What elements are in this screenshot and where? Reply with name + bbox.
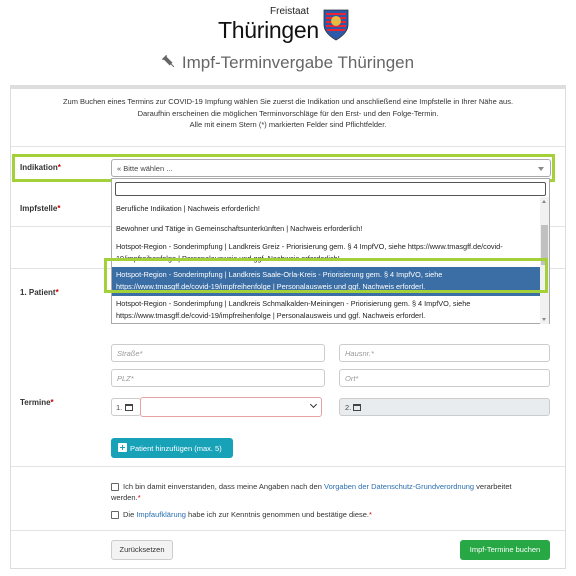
dropdown-option[interactable]: Hotspot-Region - Sonderimpfung | Landkreis Schmalkalden-Meiningen - Priorisierung gem. § 4 ImpfVO, siehe https://www.tmasgff.de/covid-19/impfreihenfolge | Personalausweis und ggf. Nachweis erforderl.: [116, 299, 471, 320]
calendar-icon: [353, 404, 361, 411]
plus-icon: [118, 443, 127, 452]
termin2-date: 2.: [339, 398, 550, 416]
indikation-dropdown: [111, 178, 550, 324]
consent-aufklaerung-text: Die Impfaufklärung habe ich zur Kenntnis genommen und bestätige diese.*: [123, 510, 372, 519]
divider: [11, 530, 565, 531]
indikation-select[interactable]: [111, 159, 551, 177]
syringe-icon: [162, 55, 176, 69]
chevron-down-icon: [310, 401, 317, 408]
reset-button[interactable]: Zurücksetzen: [111, 540, 173, 560]
consent-aufklaerung-checkbox[interactable]: [111, 511, 119, 519]
indikation-label: Indikation*: [20, 163, 61, 172]
scroll-up-icon: [542, 200, 546, 203]
hausnr-input[interactable]: Hausnr.*: [339, 344, 550, 362]
dropdown-option[interactable]: Hotspot-Region - Sonderimpfung | Landkreis Greiz - Priorisierung gem. § 4 ImpfVO, siehe https://www.tmasgff.de/covid- 19/impfreihenfolge | Personalausweis und ggf. Nachweis erforderlich!: [116, 242, 503, 263]
consent-dsgvo-checkbox[interactable]: [111, 483, 119, 491]
scroll-down-icon: [542, 318, 546, 321]
consent-dsgvo-text: Ich bin damit einverstanden, dass meine Angaben nach den Vorgaben der Datenschutz-Grundverordnung verarbeitet werden.*: [111, 482, 512, 502]
dropdown-option[interactable]: Bewohner und Tätige in Gemeinschaftsunterkünften | Nachweis erforderlich!: [116, 224, 363, 233]
impfaufklaerung-link[interactable]: Impfaufklärung: [136, 510, 186, 519]
page-title-text: Impf-Terminvergabe Thüringen: [181, 53, 415, 72]
termin1-select[interactable]: [140, 397, 322, 417]
calendar-icon: [125, 404, 133, 411]
strasse-input[interactable]: Straße*: [111, 344, 325, 362]
divider: [11, 466, 565, 467]
logo-small-text: Freistaat: [270, 6, 309, 17]
thueringen-logo: [218, 6, 358, 46]
dropdown-option[interactable]: Berufliche Indikation | Nachweis erforderlich!: [116, 204, 260, 213]
dropdown-search-input[interactable]: [115, 182, 546, 196]
dropdown-option-selected[interactable]: Hotspot-Region - Sonderimpfung | Landkreis Saale-Orla-Kreis - Priorisierung gem. § 4 ImpfVO, siehe https://www.tmasgff.de/covid-19/impfreihenfolge | Personalausweis und ggf. Nachweis erforderl.: [112, 267, 540, 296]
booking-form-card: [10, 85, 566, 569]
ort-input[interactable]: Ort*: [339, 369, 550, 387]
divider: [11, 146, 565, 147]
indikation-select-value: « Bitte wählen ...: [117, 164, 173, 173]
logo-big-text: Thüringen: [218, 17, 319, 43]
add-patient-button[interactable]: Patient hinzufügen (max. 5): [111, 438, 233, 458]
termine-label: Termine*: [20, 398, 54, 407]
selected-option-highlight: [104, 258, 548, 293]
book-appointment-button[interactable]: Impf-Termine buchen: [460, 540, 550, 560]
dsgvo-link[interactable]: Vorgaben der Datenschutz-Grundverordnung: [323, 482, 475, 491]
intro-text: Zum Buchen eines Termins zur COVID-19 Impfung wählen Sie zuerst die Indikation und anschließend eine Impfstelle in Ihrer Nähe aus. Daraufhin erscheinen die möglichen Terminvorschläge für den Erst- und den Folge-Termin. Alle mit einem Stern (*) markierten Felder sind Pflichtfelder.: [62, 97, 514, 129]
patient-label: 1. Patient*: [20, 288, 59, 297]
coat-of-arms-icon: [323, 9, 349, 41]
page-title: [0, 53, 576, 73]
plz-input[interactable]: PLZ*: [111, 369, 325, 387]
termin1-date[interactable]: 1.: [111, 398, 141, 416]
impfstelle-label: Impfstelle*: [20, 204, 61, 213]
dropdown-arrow-icon: [538, 167, 544, 171]
